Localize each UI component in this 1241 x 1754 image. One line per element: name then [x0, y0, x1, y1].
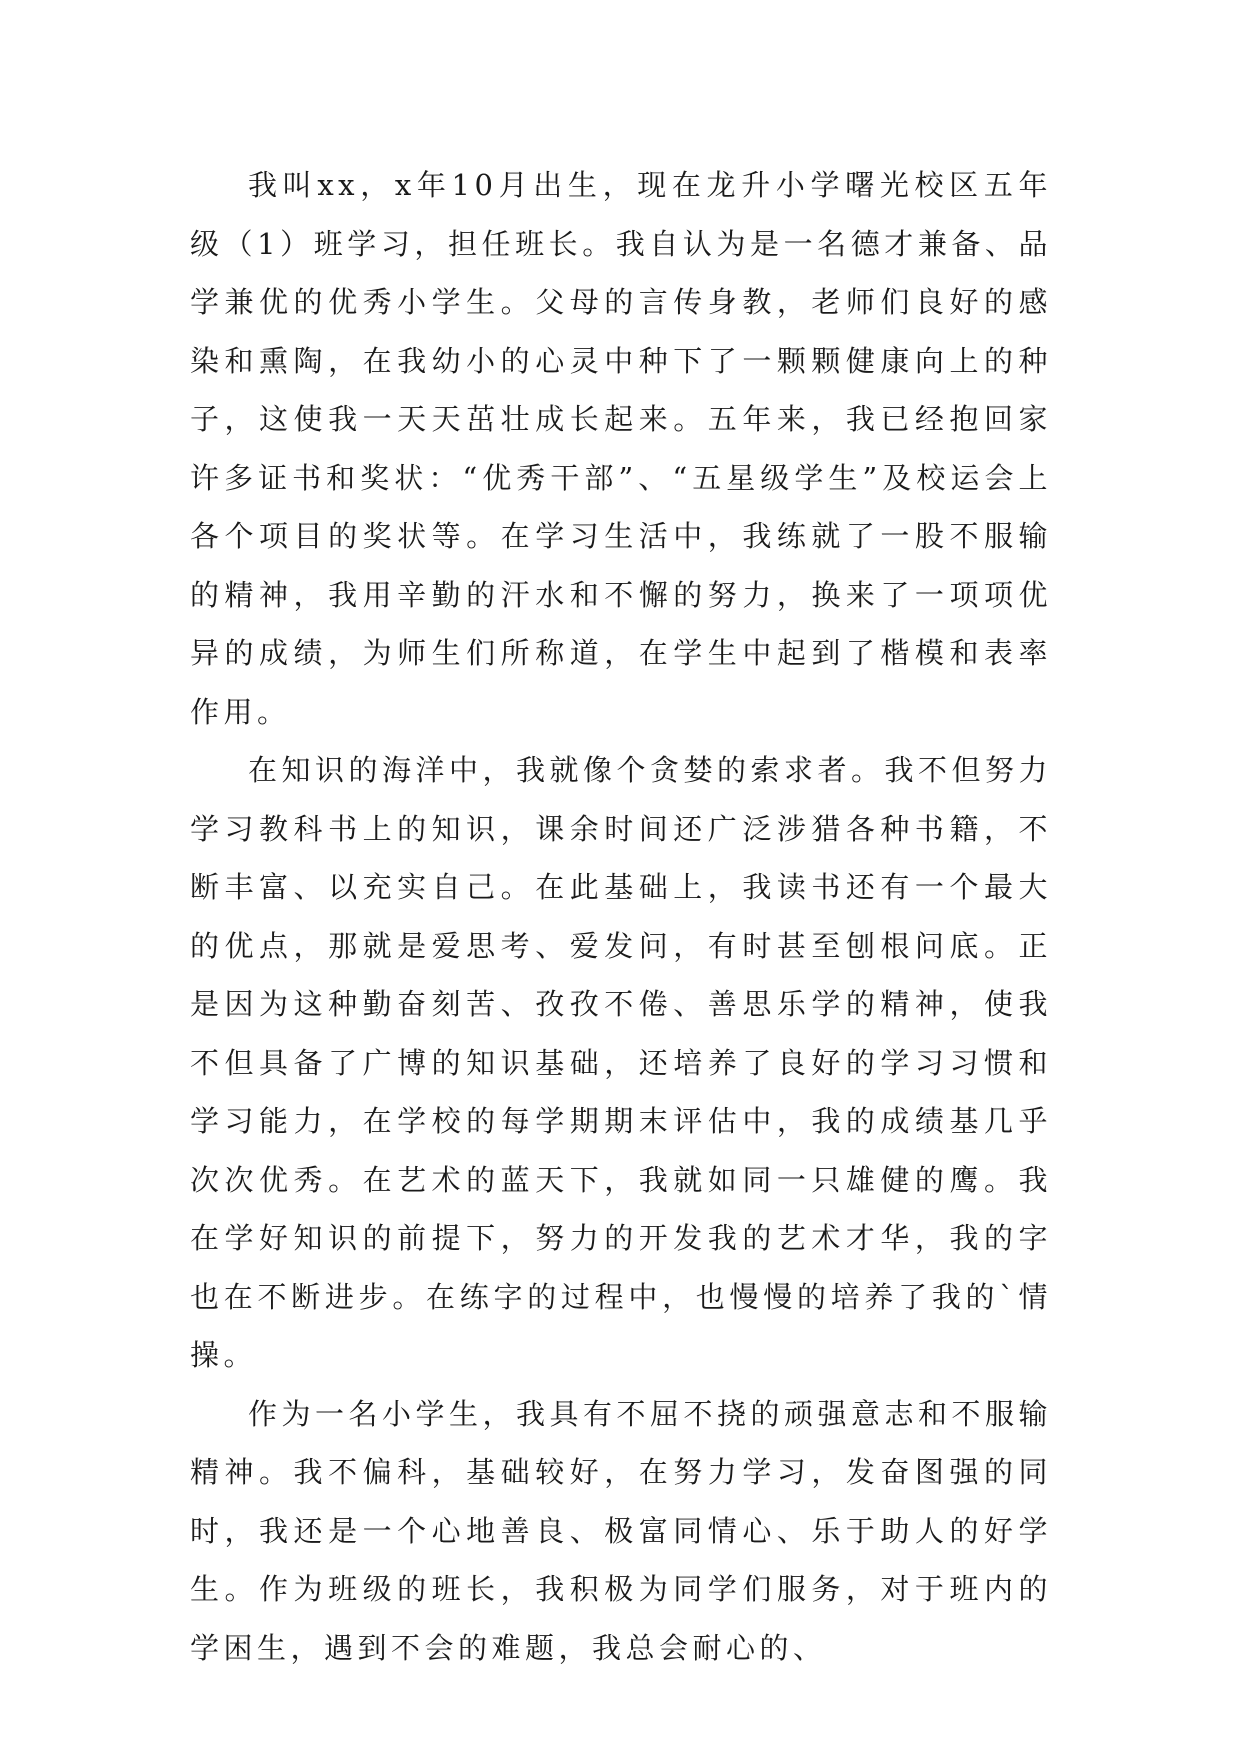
paragraph-2: 在知识的海洋中，我就像个贪婪的索求者。我不但努力学习教科书上的知识，课余时间还广泛涉猎各种书籍，不断丰富、以充实自己。在此基础上，我读书还有一个最大的优点，那就是爱思考、爱发问，有时甚至刨根问底。正是因为这种勤奋刻苦、孜孜不倦、善思乐学的精神，使我不但具备了广博的知识基础，还培养了良好的学习习惯和学习能力，在学校的每学期期末评估中，我的成绩基几乎次次优秀。在艺术的蓝天下，我就如同一只雄健的鹰。我在学好知识的前提下，努力的开发我的艺术才华，我的字也在不断进步。在练字的过程中，也慢慢的培养了我的`情操。 — [190, 753, 1053, 1372]
paragraph-1: 我叫xx，x年10月出生，现在龙升小学曙光校区五年级（1）班学习，担任班长。我自认为是一名德才兼备、品学兼优的优秀小学生。父母的言传身教，老师们良好的感染和熏陶，在我幼小的心灵中种下了一颗颗健康向上的种子，这使我一天天茁壮成长起来。五年来，我已经抱回家许多证书和奖状：“优秀干部”、“五星级学生”及校运会上各个项目的奖状等。在学习生活中，我练就了一股不服输的精神，我用辛勤的汗水和不懈的努力，换来了一项项优异的成绩，为师生们所称道，在学生中起到了楷模和表率作用。 — [190, 168, 1052, 729]
body-text — [190, 156, 1052, 1677]
paragraph-3: 作为一名小学生，我具有不屈不挠的顽强意志和不服输精神。我不偏科，基础较好，在努力学习，发奋图强的同时，我还是一个心地善良、极富同情心、乐于助人的好学生。作为班级的班长，我积极为同学们服务，对于班内的学困生，遇到不会的难题，我总会耐心的、 — [190, 1396, 1053, 1665]
